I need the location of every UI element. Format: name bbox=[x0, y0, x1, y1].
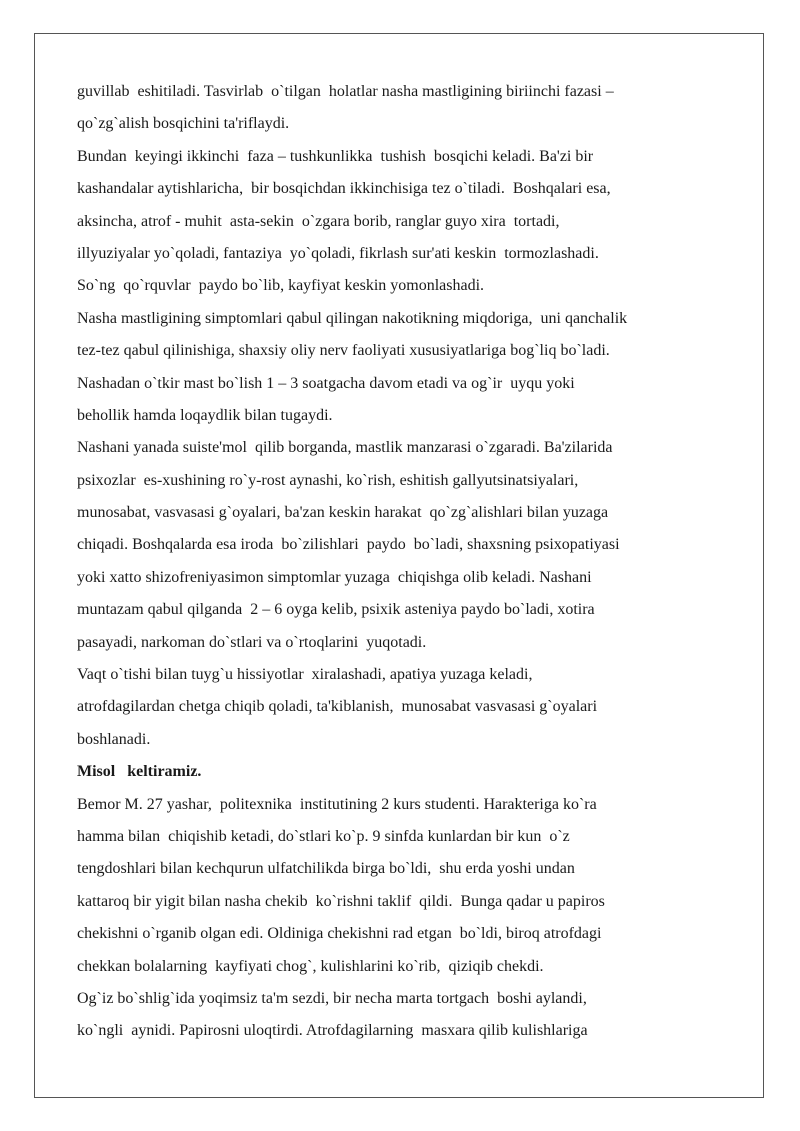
text-line: psixozlar es-xushining ro`y-rost aynashi, ko`rish, eshitish gallyutsinatsiyalari, bbox=[77, 471, 579, 489]
text-line: Bemor M. 27 yashar, politexnika institutining 2 kurs studenti. Harakteriga ko`ra bbox=[77, 795, 597, 813]
text-line: qo`zg`alish bosqichini ta'riflaydi. bbox=[77, 115, 290, 133]
text-line: muntazam qabul qilganda 2 – 6 oyga kelib, psixik asteniya paydo bo`ladi, xotira bbox=[77, 601, 595, 619]
text-line: Bundan keyingi ikkinchi faza – tushkunlikka tushish bosqichi keladi. Ba'zi bir bbox=[77, 147, 594, 165]
text-line: behollik hamda loqaydlik bilan tugaydi. bbox=[77, 406, 333, 424]
text-line: chekkan bolalarning kayfiyati chog`, kulishlarini ko`rib, qiziqib chekdi. bbox=[77, 957, 544, 975]
text-line: So`ng qo`rquvlar paydo bo`lib, kayfiyat keskin yomonlashadi. bbox=[77, 277, 485, 295]
text-line: hamma bilan chiqishib ketadi, do`stlari ko`p. 9 sinfda kunlardan bir kun o`z bbox=[77, 827, 570, 845]
text-line: Nashadan o`tkir mast bo`lish 1 – 3 soatgacha davom etadi va og`ir uyqu yoki bbox=[77, 374, 575, 392]
text-line: kattaroq bir yigit bilan nasha chekib ko`rishni taklif qildi. Bunga qadar u papiros bbox=[77, 892, 605, 910]
text-line: Nasha mastligining simptomlari qabul qilingan nakotikning miqdoriga, uni qanchalik bbox=[77, 309, 628, 327]
text-line: Nashani yanada suiste'mol qilib borganda, mastlik manzarasi o`zgaradi. Ba'zilarida bbox=[77, 439, 613, 457]
text-line: pasayadi, narkoman do`stlari va o`rtoqlarini yuqotadi. bbox=[77, 633, 427, 651]
text-line: atrofdagilardan chetga chiqib qoladi, ta'kiblanish, munosabat vasvasasi g`oyalari bbox=[77, 698, 598, 716]
text-line: chekishni o`rganib olgan edi. Oldiniga chekishni rad etgan bo`ldi, biroq atrofdagi bbox=[77, 925, 602, 943]
text-line: chiqadi. Boshqalarda esa iroda bo`zilishlari paydo bo`ladi, shaxsning psixopatiyasi bbox=[77, 536, 620, 554]
text-line: munosabat, vasvasasi g`oyalari, ba'zan keskin harakat qo`zg`alishlari bilan yuzaga bbox=[77, 504, 609, 522]
section-heading: Misol keltiramiz. bbox=[77, 763, 202, 781]
text-line: illyuziyalar yo`qoladi, fantaziya yo`qoladi, fikrlash sur'ati keskin tormozlashadi. bbox=[77, 244, 599, 262]
text-line: kashandalar aytishlaricha, bir bosqichdan ikkinchisiga tez o`tiladi. Boshqalari esa, bbox=[77, 180, 611, 198]
text-line: Vaqt o`tishi bilan tuyg`u hissiyotlar xiralashadi, apatiya yuzaga keladi, bbox=[77, 666, 533, 684]
text-line: ko`ngli aynidi. Papirosni uloqtirdi. Atrofdagilarning masxara qilib kulishlariga bbox=[77, 1022, 588, 1040]
text-line: aksincha, atrof - muhit asta-sekin o`zgara borib, ranglar guyo xira tortadi, bbox=[77, 212, 560, 230]
text-line: boshlanadi. bbox=[77, 730, 151, 748]
text-line: yoki xatto shizofreniyasimon simptomlar yuzaga chiqishga olib keladi. Nashani bbox=[77, 568, 592, 586]
text-line: tengdoshlari bilan kechqurun ulfatchilikda birga bo`ldi, shu erda yoshi undan bbox=[77, 860, 575, 878]
text-line: tez-tez qabul qilinishiga, shaxsiy oliy nerv faoliyati xususiyatlariga bog`liq bo`ladi. bbox=[77, 342, 610, 360]
text-line: guvillab eshitiladi. Tasvirlab o`tilgan holatlar nasha mastligining biriinchi fazasi – bbox=[77, 83, 614, 100]
text-line: Og`iz bo`shlig`ida yoqimsiz ta'm sezdi, bir necha marta tortgach boshi aylandi, bbox=[77, 989, 587, 1007]
document-body bbox=[77, 76, 737, 1048]
